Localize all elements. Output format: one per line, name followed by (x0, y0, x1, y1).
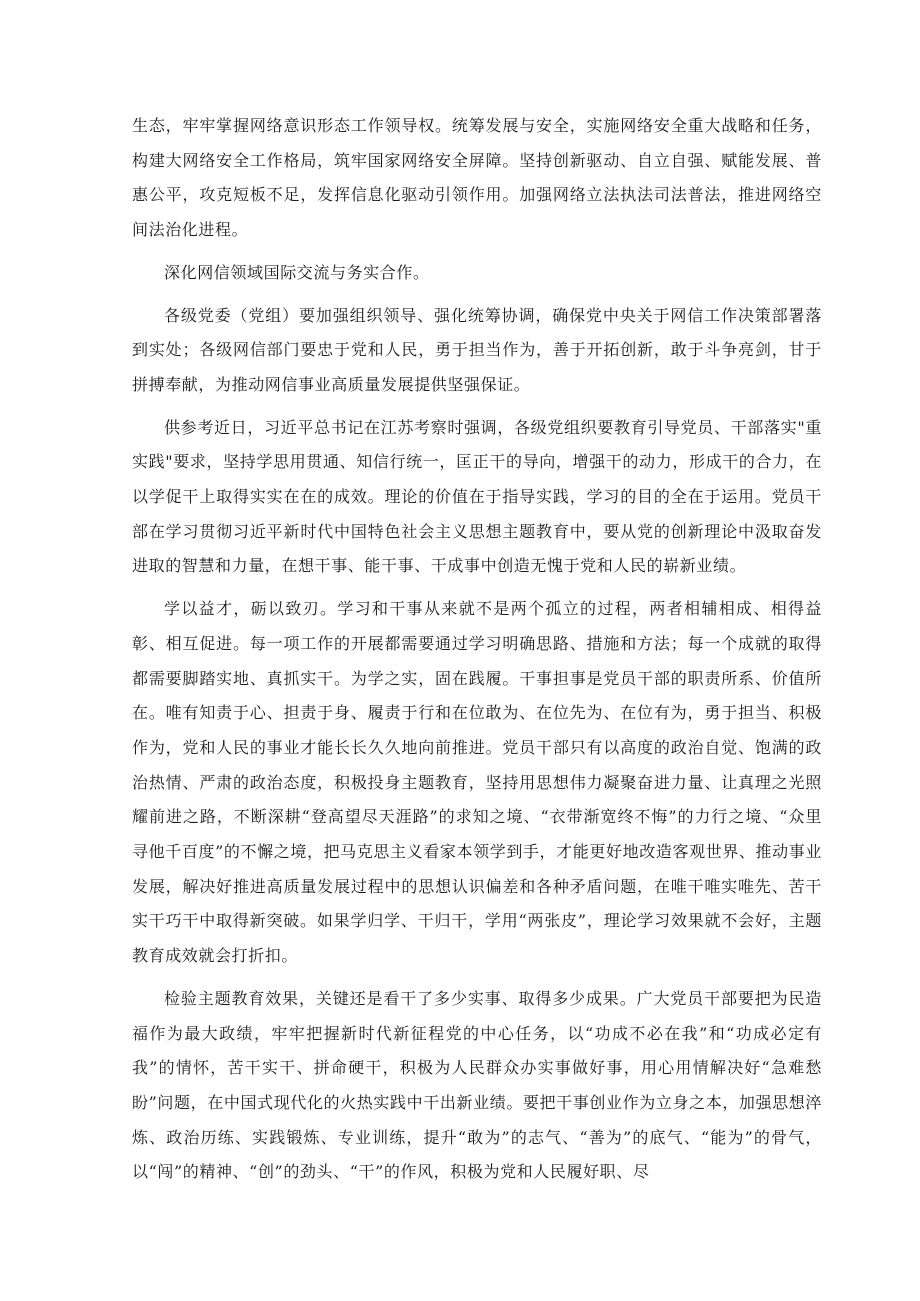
paragraph-6: 检验主题教育效果，关键还是看干了多少实事、取得多少成果。广大党员干部要把为民造福作为最大政绩，牢牢把握新时代新征程党的中心任务，以“功成不必在我”和“功成必定有我”的情怀，苦干实干、拼命硬干，积极为人民群众办实事做好事，用心用情解决好“急难愁盼”问题，在中国式现代化的火热实践中干出新业绩。要把干事创业作为立身之本，加强思想淬炼、政治历练、实践锻炼、专业训练，提升“敢为”的志气、“善为”的底气、“能为”的骨气，以“闯”的精神、“创”的劲头、“干”的作风，积极为党和人民履好职、尽 (132, 988, 822, 1182)
paragraph-1: 生态，牢牢掌握网络意识形态工作领导权。统筹发展与安全，实施网络安全重大战略和任务，构建大网络安全工作格局，筑牢国家网络安全屏障。坚持创新驱动、自立自强、赋能发展、普惠公平，攻克短板不足，发挥信息化驱动引领作用。加强网络立法执法司法普法，推进网络空间法治化进程。 (132, 116, 822, 240)
paragraph-5: 学以益才，砺以致刃。学习和干事从来就不是两个孤立的过程，两者相辅相成、相得益彰、相互促进。每一项工作的开展都需要通过学习明确思路、措施和方法；每一个成就的取得都需要脚踏实地、真抓实干。为学之实，固在践履。干事担事是党员干部的职责所系、价值所在。唯有知责于心、担责于身、履责于行和在位敢为、在位先为、在位有为，勇于担当、积极作为，党和人民的事业才能长长久久地向前推进。党员干部只有以高度的政治自觉、饱满的政治热情、严肃的政治态度，积极投身主题教育，坚持用思想伟力凝聚奋进力量、让真理之光照耀前进之路，不断深耕“登高望尽天涯路”的求知之境、“衣带渐宽终不悔”的力行之境、“众里寻他千百度”的不懈之境，把马克思主义看家本领学到手，才能更好地改造客观世界、推动事业发展，解决好推进高质量发展过程中的思想认识偏差和各种矛盾问题，在唯干唯实唯先、苦干实干巧干中取得新突破。如果学归学、干归干，学用“两张皮”，理论学习效果就不会好，主题教育成效就会打折扣。 (132, 599, 822, 966)
paragraph-2: 深化网信领域国际交流与务实合作。 (164, 262, 430, 282)
document-body (132, 109, 822, 1198)
paragraph-4: 供参考近日，习近平总书记在江苏考察时强调，各级党组织要教育引导党员、干部落实"重实践"要求，坚持学思用贯通、知信行统一，匡正干的导向，增强干的动力，形成干的合力，在以学促干上取得实实在在的成效。理论的价值在于指导实践，学习的目的全在于运用。党员干部在学习贯彻习近平新时代中国特色社会主义思想主题教育中，要从党的创新理论中汲取奋发进取的智慧和力量，在想干事、能干事、干成事中创造无愧于党和人民的崭新业绩。 (132, 417, 822, 576)
paragraph-3: 各级党委（党组）要加强组织领导、强化统筹协调，确保党中央关于网信工作决策部署落到实处；各级网信部门要忠于党和人民，勇于担当作为，善于开拓创新，敢于斗争亮剑，甘于拼搏奉献，为推动网信事业高质量发展提供坚强保证。 (132, 305, 822, 394)
